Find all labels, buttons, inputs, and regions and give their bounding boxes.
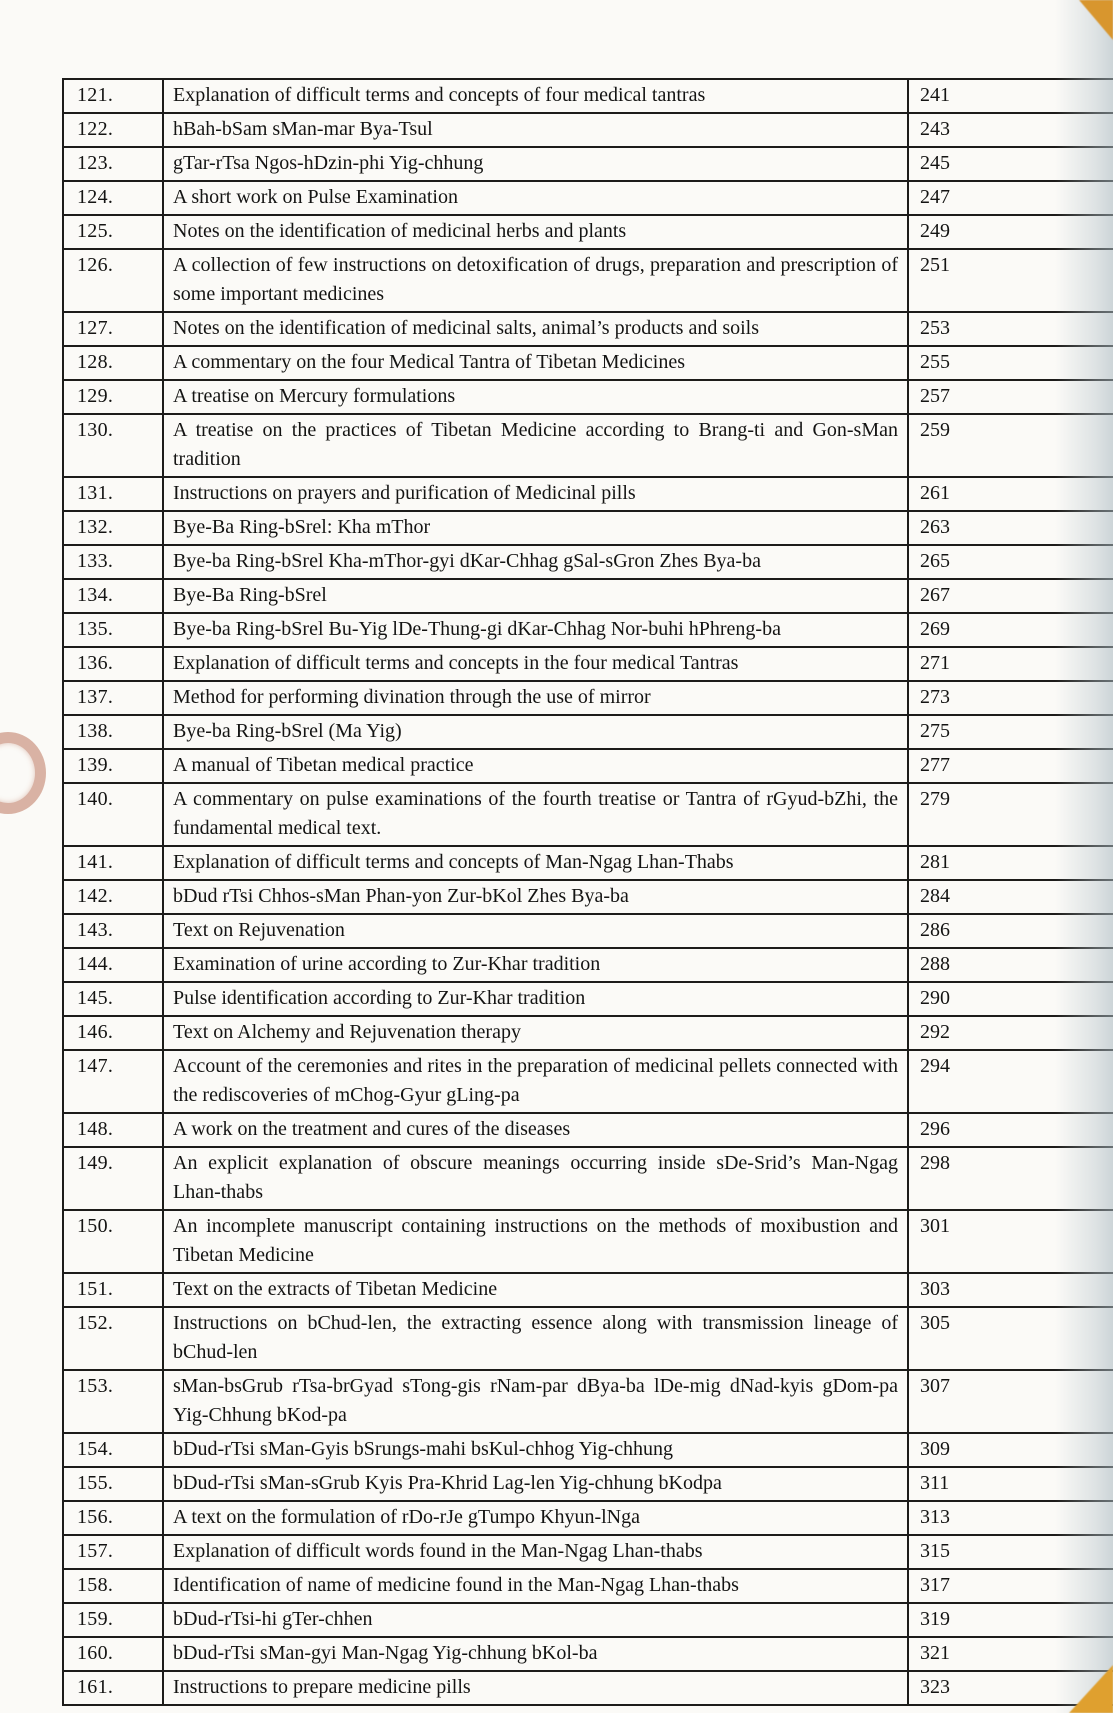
entry-number: 129. bbox=[63, 380, 163, 414]
table-row bbox=[63, 1467, 1113, 1501]
entry-title: Instructions to prepare medicine pills bbox=[163, 1671, 908, 1705]
entry-number: 127. bbox=[63, 312, 163, 346]
entry-number: 135. bbox=[63, 613, 163, 647]
entry-number: 145. bbox=[63, 982, 163, 1016]
entry-page: 309 bbox=[908, 1433, 1113, 1467]
entry-number: 143. bbox=[63, 914, 163, 948]
entry-title: Text on the extracts of Tibetan Medicine bbox=[163, 1273, 908, 1307]
entry-page: 265 bbox=[908, 545, 1113, 579]
table-row bbox=[63, 1569, 1113, 1603]
table-row bbox=[63, 545, 1113, 579]
entry-number: 126. bbox=[63, 249, 163, 312]
entry-number: 134. bbox=[63, 579, 163, 613]
table-row bbox=[63, 1050, 1113, 1113]
entry-page: 298 bbox=[908, 1147, 1113, 1210]
entry-page: 311 bbox=[908, 1467, 1113, 1501]
table-row bbox=[63, 715, 1113, 749]
table-row bbox=[63, 414, 1113, 477]
table-row bbox=[63, 79, 1113, 113]
entry-title: Bye-ba Ring-bSrel Bu-Yig lDe-Thung-gi dKar-Chhag Nor-buhi hPhreng-ba bbox=[163, 613, 908, 647]
entry-title: Bye-ba Ring-bSrel (Ma Yig) bbox=[163, 715, 908, 749]
table-row bbox=[63, 681, 1113, 715]
entry-page: 277 bbox=[908, 749, 1113, 783]
table-row bbox=[63, 1637, 1113, 1671]
table-row bbox=[63, 312, 1113, 346]
entry-number: 122. bbox=[63, 113, 163, 147]
table-row bbox=[63, 982, 1113, 1016]
entry-page: 290 bbox=[908, 982, 1113, 1016]
entry-title: A commentary on pulse examinations of the fourth treatise or Tantra of rGyud-bZhi, the fundamental medical text. bbox=[163, 783, 908, 846]
entry-title: bDud-rTsi sMan-gyi Man-Ngag Yig-chhung bKol-ba bbox=[163, 1637, 908, 1671]
entry-number: 151. bbox=[63, 1273, 163, 1307]
entry-title: bDud rTsi Chhos-sMan Phan-yon Zur-bKol Zhes Bya-ba bbox=[163, 880, 908, 914]
table-row bbox=[63, 249, 1113, 312]
table-row bbox=[63, 1307, 1113, 1370]
entry-page: 315 bbox=[908, 1535, 1113, 1569]
table-row bbox=[63, 1370, 1113, 1433]
entry-page: 273 bbox=[908, 681, 1113, 715]
entry-title: A work on the treatment and cures of the diseases bbox=[163, 1113, 908, 1147]
entry-page: 321 bbox=[908, 1637, 1113, 1671]
entry-title: Notes on the identification of medicinal salts, animal’s products and soils bbox=[163, 312, 908, 346]
entry-page: 255 bbox=[908, 346, 1113, 380]
entry-number: 123. bbox=[63, 147, 163, 181]
entry-title: Notes on the identification of medicinal herbs and plants bbox=[163, 215, 908, 249]
entry-number: 146. bbox=[63, 1016, 163, 1050]
entry-title: hBah-bSam sMan-mar Bya-Tsul bbox=[163, 113, 908, 147]
entry-number: 158. bbox=[63, 1569, 163, 1603]
entry-title: An explicit explanation of obscure meanings occurring inside sDe-Srid’s Man-Ngag Lhan-thabs bbox=[163, 1147, 908, 1210]
entry-title: Instructions on prayers and purification of Medicinal pills bbox=[163, 477, 908, 511]
entry-title: A treatise on the practices of Tibetan Medicine according to Brang-ti and Gon-sMan tradition bbox=[163, 414, 908, 477]
table-row bbox=[63, 846, 1113, 880]
entry-number: 155. bbox=[63, 1467, 163, 1501]
entry-page: 303 bbox=[908, 1273, 1113, 1307]
entry-number: 131. bbox=[63, 477, 163, 511]
table-row bbox=[63, 511, 1113, 545]
entry-title: Bye-Ba Ring-bSrel bbox=[163, 579, 908, 613]
entry-page: 284 bbox=[908, 880, 1113, 914]
entry-number: 138. bbox=[63, 715, 163, 749]
entry-number: 161. bbox=[63, 1671, 163, 1705]
table-row bbox=[63, 215, 1113, 249]
entry-number: 144. bbox=[63, 948, 163, 982]
entry-number: 159. bbox=[63, 1603, 163, 1637]
table-row bbox=[63, 477, 1113, 511]
table-row bbox=[63, 914, 1113, 948]
entry-number: 130. bbox=[63, 414, 163, 477]
entry-title: Instructions on bChud-len, the extracting essence along with transmission lineage of bChud-len bbox=[163, 1307, 908, 1370]
entry-title: A short work on Pulse Examination bbox=[163, 181, 908, 215]
entry-title: Account of the ceremonies and rites in the preparation of medicinal pellets connected with the rediscoveries of mChog-Gyur gLing-pa bbox=[163, 1050, 908, 1113]
entry-page: 317 bbox=[908, 1569, 1113, 1603]
entry-title: Bye-Ba Ring-bSrel: Kha mThor bbox=[163, 511, 908, 545]
table-row bbox=[63, 1147, 1113, 1210]
entry-page: 241 bbox=[908, 79, 1113, 113]
entry-page: 257 bbox=[908, 380, 1113, 414]
entry-title: Explanation of difficult terms and concepts of Man-Ngag Lhan-Thabs bbox=[163, 846, 908, 880]
entry-title: gTar-rTsa Ngos-hDzin-phi Yig-chhung bbox=[163, 147, 908, 181]
entry-title: A collection of few instructions on detoxification of drugs, preparation and prescription of some important medicines bbox=[163, 249, 908, 312]
entry-title: Bye-ba Ring-bSrel Kha-mThor-gyi dKar-Chhag gSal-sGron Zhes Bya-ba bbox=[163, 545, 908, 579]
entry-title: A treatise on Mercury formulations bbox=[163, 380, 908, 414]
entry-page: 253 bbox=[908, 312, 1113, 346]
entry-page: 251 bbox=[908, 249, 1113, 312]
entry-number: 121. bbox=[63, 79, 163, 113]
entry-title: sMan-bsGrub rTsa-brGyad sTong-gis rNam-par dBya-ba lDe-mig dNad-kyis gDom-pa Yig-Chhung bKod-pa bbox=[163, 1370, 908, 1433]
entry-number: 140. bbox=[63, 783, 163, 846]
table-row bbox=[63, 181, 1113, 215]
table-row bbox=[63, 1535, 1113, 1569]
entry-title: Explanation of difficult words found in the Man-Ngag Lhan-thabs bbox=[163, 1535, 908, 1569]
entry-page: 305 bbox=[908, 1307, 1113, 1370]
entry-number: 141. bbox=[63, 846, 163, 880]
entry-title: Examination of urine according to Zur-Khar tradition bbox=[163, 948, 908, 982]
entry-number: 133. bbox=[63, 545, 163, 579]
entry-number: 152. bbox=[63, 1307, 163, 1370]
entry-title: Text on Rejuvenation bbox=[163, 914, 908, 948]
table-row bbox=[63, 749, 1113, 783]
table-row bbox=[63, 613, 1113, 647]
entry-number: 136. bbox=[63, 647, 163, 681]
entry-number: 157. bbox=[63, 1535, 163, 1569]
entry-number: 132. bbox=[63, 511, 163, 545]
entry-number: 154. bbox=[63, 1433, 163, 1467]
entry-page: 249 bbox=[908, 215, 1113, 249]
entry-page: 263 bbox=[908, 511, 1113, 545]
table-row bbox=[63, 1273, 1113, 1307]
entry-number: 124. bbox=[63, 181, 163, 215]
entry-page: 323 bbox=[908, 1671, 1113, 1705]
entry-title: Method for performing divination through the use of mirror bbox=[163, 681, 908, 715]
table-row bbox=[63, 113, 1113, 147]
table-row bbox=[63, 1603, 1113, 1637]
entry-page: 279 bbox=[908, 783, 1113, 846]
table-row bbox=[63, 880, 1113, 914]
entry-number: 142. bbox=[63, 880, 163, 914]
entry-title: Explanation of difficult terms and concepts of four medical tantras bbox=[163, 79, 908, 113]
entry-page: 259 bbox=[908, 414, 1113, 477]
entry-title: Text on Alchemy and Rejuvenation therapy bbox=[163, 1016, 908, 1050]
entry-title: Pulse identification according to Zur-Khar tradition bbox=[163, 982, 908, 1016]
entry-title: Identification of name of medicine found in the Man-Ngag Lhan-thabs bbox=[163, 1569, 908, 1603]
table-row bbox=[63, 346, 1113, 380]
table-row bbox=[63, 1501, 1113, 1535]
entry-title: bDud-rTsi sMan-Gyis bSrungs-mahi bsKul-chhog Yig-chhung bbox=[163, 1433, 908, 1467]
page-curl-bottom-right bbox=[1069, 1665, 1113, 1713]
entry-title: An incomplete manuscript containing instructions on the methods of moxibustion and Tibetan Medicine bbox=[163, 1210, 908, 1273]
contents-table-body bbox=[63, 79, 1113, 1705]
stamp-ring-mark bbox=[0, 732, 46, 814]
entry-page: 301 bbox=[908, 1210, 1113, 1273]
page-curl-top-right bbox=[1079, 0, 1113, 40]
entry-page: 243 bbox=[908, 113, 1113, 147]
table-row bbox=[63, 579, 1113, 613]
entry-page: 275 bbox=[908, 715, 1113, 749]
entry-number: 150. bbox=[63, 1210, 163, 1273]
entry-number: 139. bbox=[63, 749, 163, 783]
entry-number: 156. bbox=[63, 1501, 163, 1535]
table-row bbox=[63, 147, 1113, 181]
entry-title: bDud-rTsi-hi gTer-chhen bbox=[163, 1603, 908, 1637]
entry-number: 147. bbox=[63, 1050, 163, 1113]
entry-title: Explanation of difficult terms and concepts in the four medical Tantras bbox=[163, 647, 908, 681]
entry-page: 288 bbox=[908, 948, 1113, 982]
entry-page: 307 bbox=[908, 1370, 1113, 1433]
entry-page: 281 bbox=[908, 846, 1113, 880]
entry-number: 153. bbox=[63, 1370, 163, 1433]
table-row bbox=[63, 1113, 1113, 1147]
table-row bbox=[63, 1016, 1113, 1050]
entry-page: 286 bbox=[908, 914, 1113, 948]
table-row bbox=[63, 948, 1113, 982]
table-row bbox=[63, 1671, 1113, 1705]
entry-number: 148. bbox=[63, 1113, 163, 1147]
entry-page: 296 bbox=[908, 1113, 1113, 1147]
entry-page: 294 bbox=[908, 1050, 1113, 1113]
entry-number: 160. bbox=[63, 1637, 163, 1671]
entry-page: 292 bbox=[908, 1016, 1113, 1050]
entry-title: bDud-rTsi sMan-sGrub Kyis Pra-Khrid Lag-len Yig-chhung bKodpa bbox=[163, 1467, 908, 1501]
entry-number: 137. bbox=[63, 681, 163, 715]
entry-title: A text on the formulation of rDo-rJe gTumpo Khyun-lNga bbox=[163, 1501, 908, 1535]
entry-page: 269 bbox=[908, 613, 1113, 647]
entry-number: 149. bbox=[63, 1147, 163, 1210]
table-row bbox=[63, 380, 1113, 414]
entry-title: A commentary on the four Medical Tantra of Tibetan Medicines bbox=[163, 346, 908, 380]
table-row bbox=[63, 647, 1113, 681]
entry-title: A manual of Tibetan medical practice bbox=[163, 749, 908, 783]
entry-page: 271 bbox=[908, 647, 1113, 681]
entry-page: 261 bbox=[908, 477, 1113, 511]
table-row bbox=[63, 1210, 1113, 1273]
entry-page: 267 bbox=[908, 579, 1113, 613]
entry-page: 313 bbox=[908, 1501, 1113, 1535]
entry-number: 128. bbox=[63, 346, 163, 380]
entry-page: 245 bbox=[908, 147, 1113, 181]
table-row bbox=[63, 1433, 1113, 1467]
table-row bbox=[63, 783, 1113, 846]
entry-page: 319 bbox=[908, 1603, 1113, 1637]
entry-number: 125. bbox=[63, 215, 163, 249]
entry-page: 247 bbox=[908, 181, 1113, 215]
contents-table bbox=[62, 78, 1113, 1706]
